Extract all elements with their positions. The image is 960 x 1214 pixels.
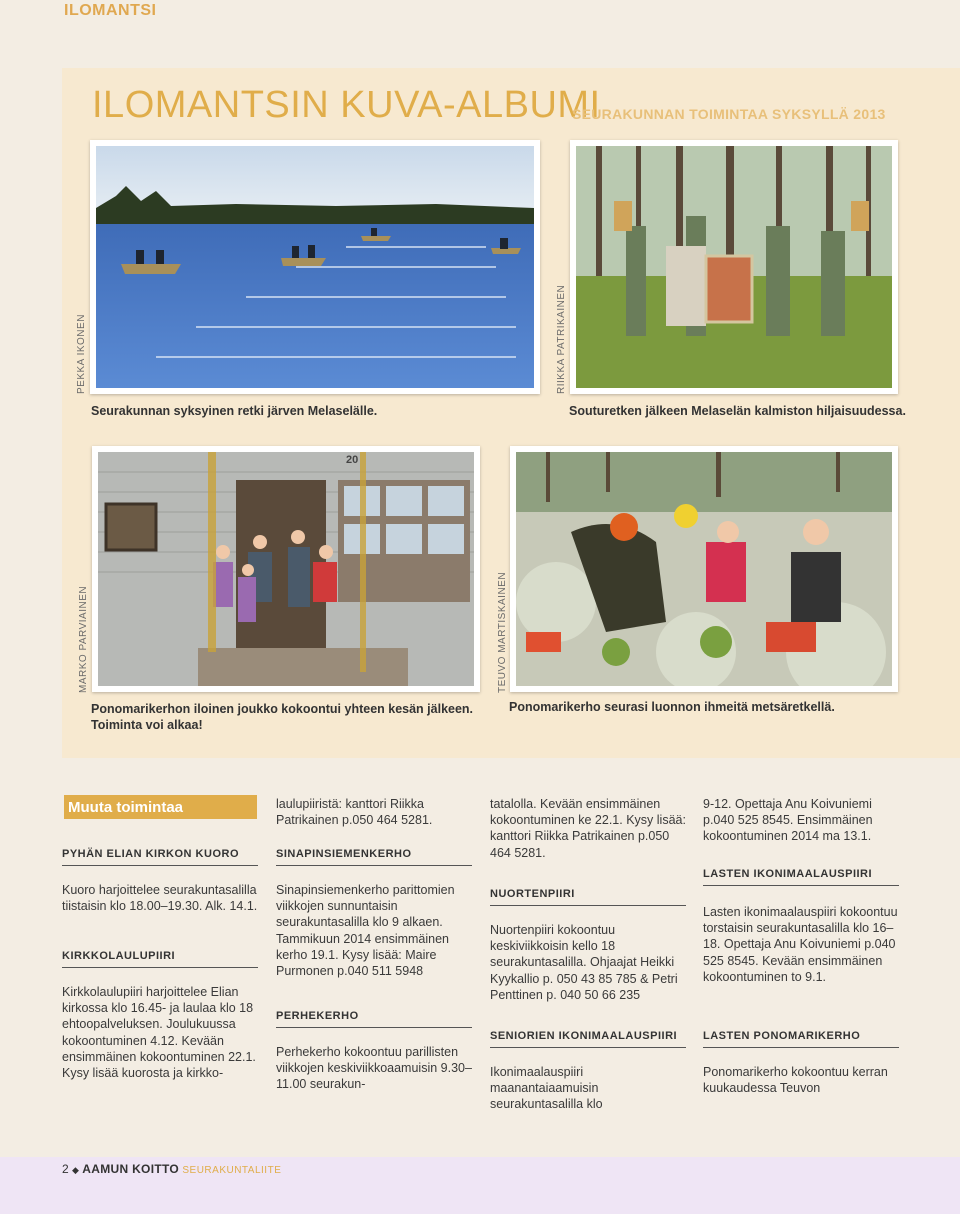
bullet-icon: ◆ bbox=[72, 1165, 79, 1175]
info-subheading: LASTEN IKONIMAALAUSPIIRI bbox=[703, 866, 899, 886]
forest-image bbox=[516, 452, 892, 686]
photo-credit: TEUVO MARTISKAINEN bbox=[497, 571, 508, 693]
photo-credit: RIIKKA PATRIKAINEN bbox=[556, 284, 567, 394]
info-paragraph: Kuoro harjoittelee seurakuntasalilla tiistaisin klo 18.00–19.30. Alk. 14.1. bbox=[62, 883, 258, 914]
photo-credit: PEKKA IKONEN bbox=[76, 314, 87, 394]
photo-credit: MARKO PARVIAINEN bbox=[78, 585, 89, 693]
info-paragraph: Nuortenpiiri kokoontuu keskiviikkoisin kello 18 seurakuntasalilla. Ohjaajat Heikki Kyykallio p. 050 43 85 785 & Petri Penttinen p. 040 50 66 235 bbox=[490, 923, 678, 1002]
photo-caption: Souturetken jälkeen Melaselän kalmiston hiljaisuudessa. bbox=[569, 404, 906, 418]
info-subheading: SENIORIEN IKONIMAALAUSPIIRI bbox=[490, 1028, 686, 1048]
info-paragraph: Perhekerho kokoontuu parillisten viikkojen keskiviikkoaamuisin 9.30–11.00 seurakun- bbox=[276, 1045, 472, 1092]
photo-lake-trip bbox=[90, 140, 540, 394]
section-tag: ILOMANTSI bbox=[64, 2, 157, 19]
info-subheading: SINAPINSIEMENKERHO bbox=[276, 846, 472, 866]
photo-cemetery bbox=[570, 140, 898, 394]
info-paragraph: Kirkkolaulupiiri harjoittelee Elian kirkossa klo 16.45- ja laulaa klo 18 ehtoopalveluksen. Joulukuussa kokoontuminen 4.12. Kevään ensimmäinen kokoontuminen 22.1. Kysy lisää kuorosta ja kirkko- bbox=[62, 985, 256, 1081]
children-image bbox=[98, 452, 474, 686]
photo-caption bbox=[91, 701, 473, 733]
photo-forest-trip bbox=[510, 446, 898, 692]
photo-children-doorway bbox=[92, 446, 480, 692]
photo-caption: Seurakunnan syksyinen retki järven Melaselälle. bbox=[91, 404, 378, 418]
info-heading: Muuta toimintaa bbox=[64, 795, 257, 819]
photo-caption: Ponomarikerho seurasi luonnon ihmeitä metsäretkellä. bbox=[509, 700, 835, 714]
info-paragraph: Lasten ikonimaalauspiiri kokoontuu torstaisin seurakuntasalilla klo 16–18. Opettaja Anu Koivuniemi p.040 525 8545. Kevään ensimmäinen kokoontuminen to 9.1. bbox=[703, 905, 898, 984]
publication-brand: AAMUN KOITTO bbox=[82, 1162, 180, 1176]
page-number: 2 bbox=[62, 1162, 69, 1176]
info-subheading: LASTEN PONOMARIKERHO bbox=[703, 1028, 899, 1048]
info-subheading: PERHEKERHO bbox=[276, 1008, 472, 1028]
info-subheading: PYHÄN ELIAN KIRKON KUORO bbox=[62, 846, 258, 866]
caption-line: Ponomarikerhon iloinen joukko kokoontui yhteen kesän jälkeen. bbox=[91, 702, 474, 716]
album-title: ILOMANTSIN KUVA-ALBUMI bbox=[92, 84, 601, 126]
lake-image bbox=[96, 146, 534, 388]
info-paragraph: Sinapinsiemenkerho parittomien viikkojen sunnuntaisin seurakuntasalilla klo 9 alkaen. Tammikuun 2014 ensimmäinen kerho 19.1. Kysy lisää: Maire Purmonen p.040 511 5948 bbox=[276, 883, 455, 979]
info-paragraph: Ikonimaalauspiiri maanantaiaamuisin seurakuntasalilla klo bbox=[490, 1065, 603, 1112]
info-subheading: KIRKKOLAULUPIIRI bbox=[62, 948, 258, 968]
door-number: 20 bbox=[346, 454, 359, 466]
info-paragraph: 9-12. Opettaja Anu Koivuniemi p.040 525 8545. Ensimmäinen kokoontuminen 2014 ma 13.1. bbox=[703, 797, 873, 844]
info-paragraph: laulupiiristä: kanttori Riikka Patrikainen p.050 464 5281. bbox=[276, 797, 433, 828]
info-paragraph: Ponomarikerho kokoontuu kerran kuukaudessa Teuvon bbox=[703, 1065, 888, 1096]
info-subheading: NUORTENPIIRI bbox=[490, 886, 686, 906]
album-subtitle: SEURAKUNNAN TOIMINTAA SYKSYLLÄ 2013 bbox=[572, 106, 886, 122]
supplement-label: SEURAKUNTALIITE bbox=[182, 1165, 282, 1176]
footer bbox=[62, 1162, 281, 1176]
cemetery-image bbox=[576, 146, 892, 388]
caption-line: Toiminta voi alkaa! bbox=[91, 718, 203, 732]
info-paragraph: tatalolla. Kevään ensimmäinen kokoontuminen ke 22.1. Kysy lisää: kanttori Riikka Patrikainen p.050 464 5281. bbox=[490, 797, 686, 860]
